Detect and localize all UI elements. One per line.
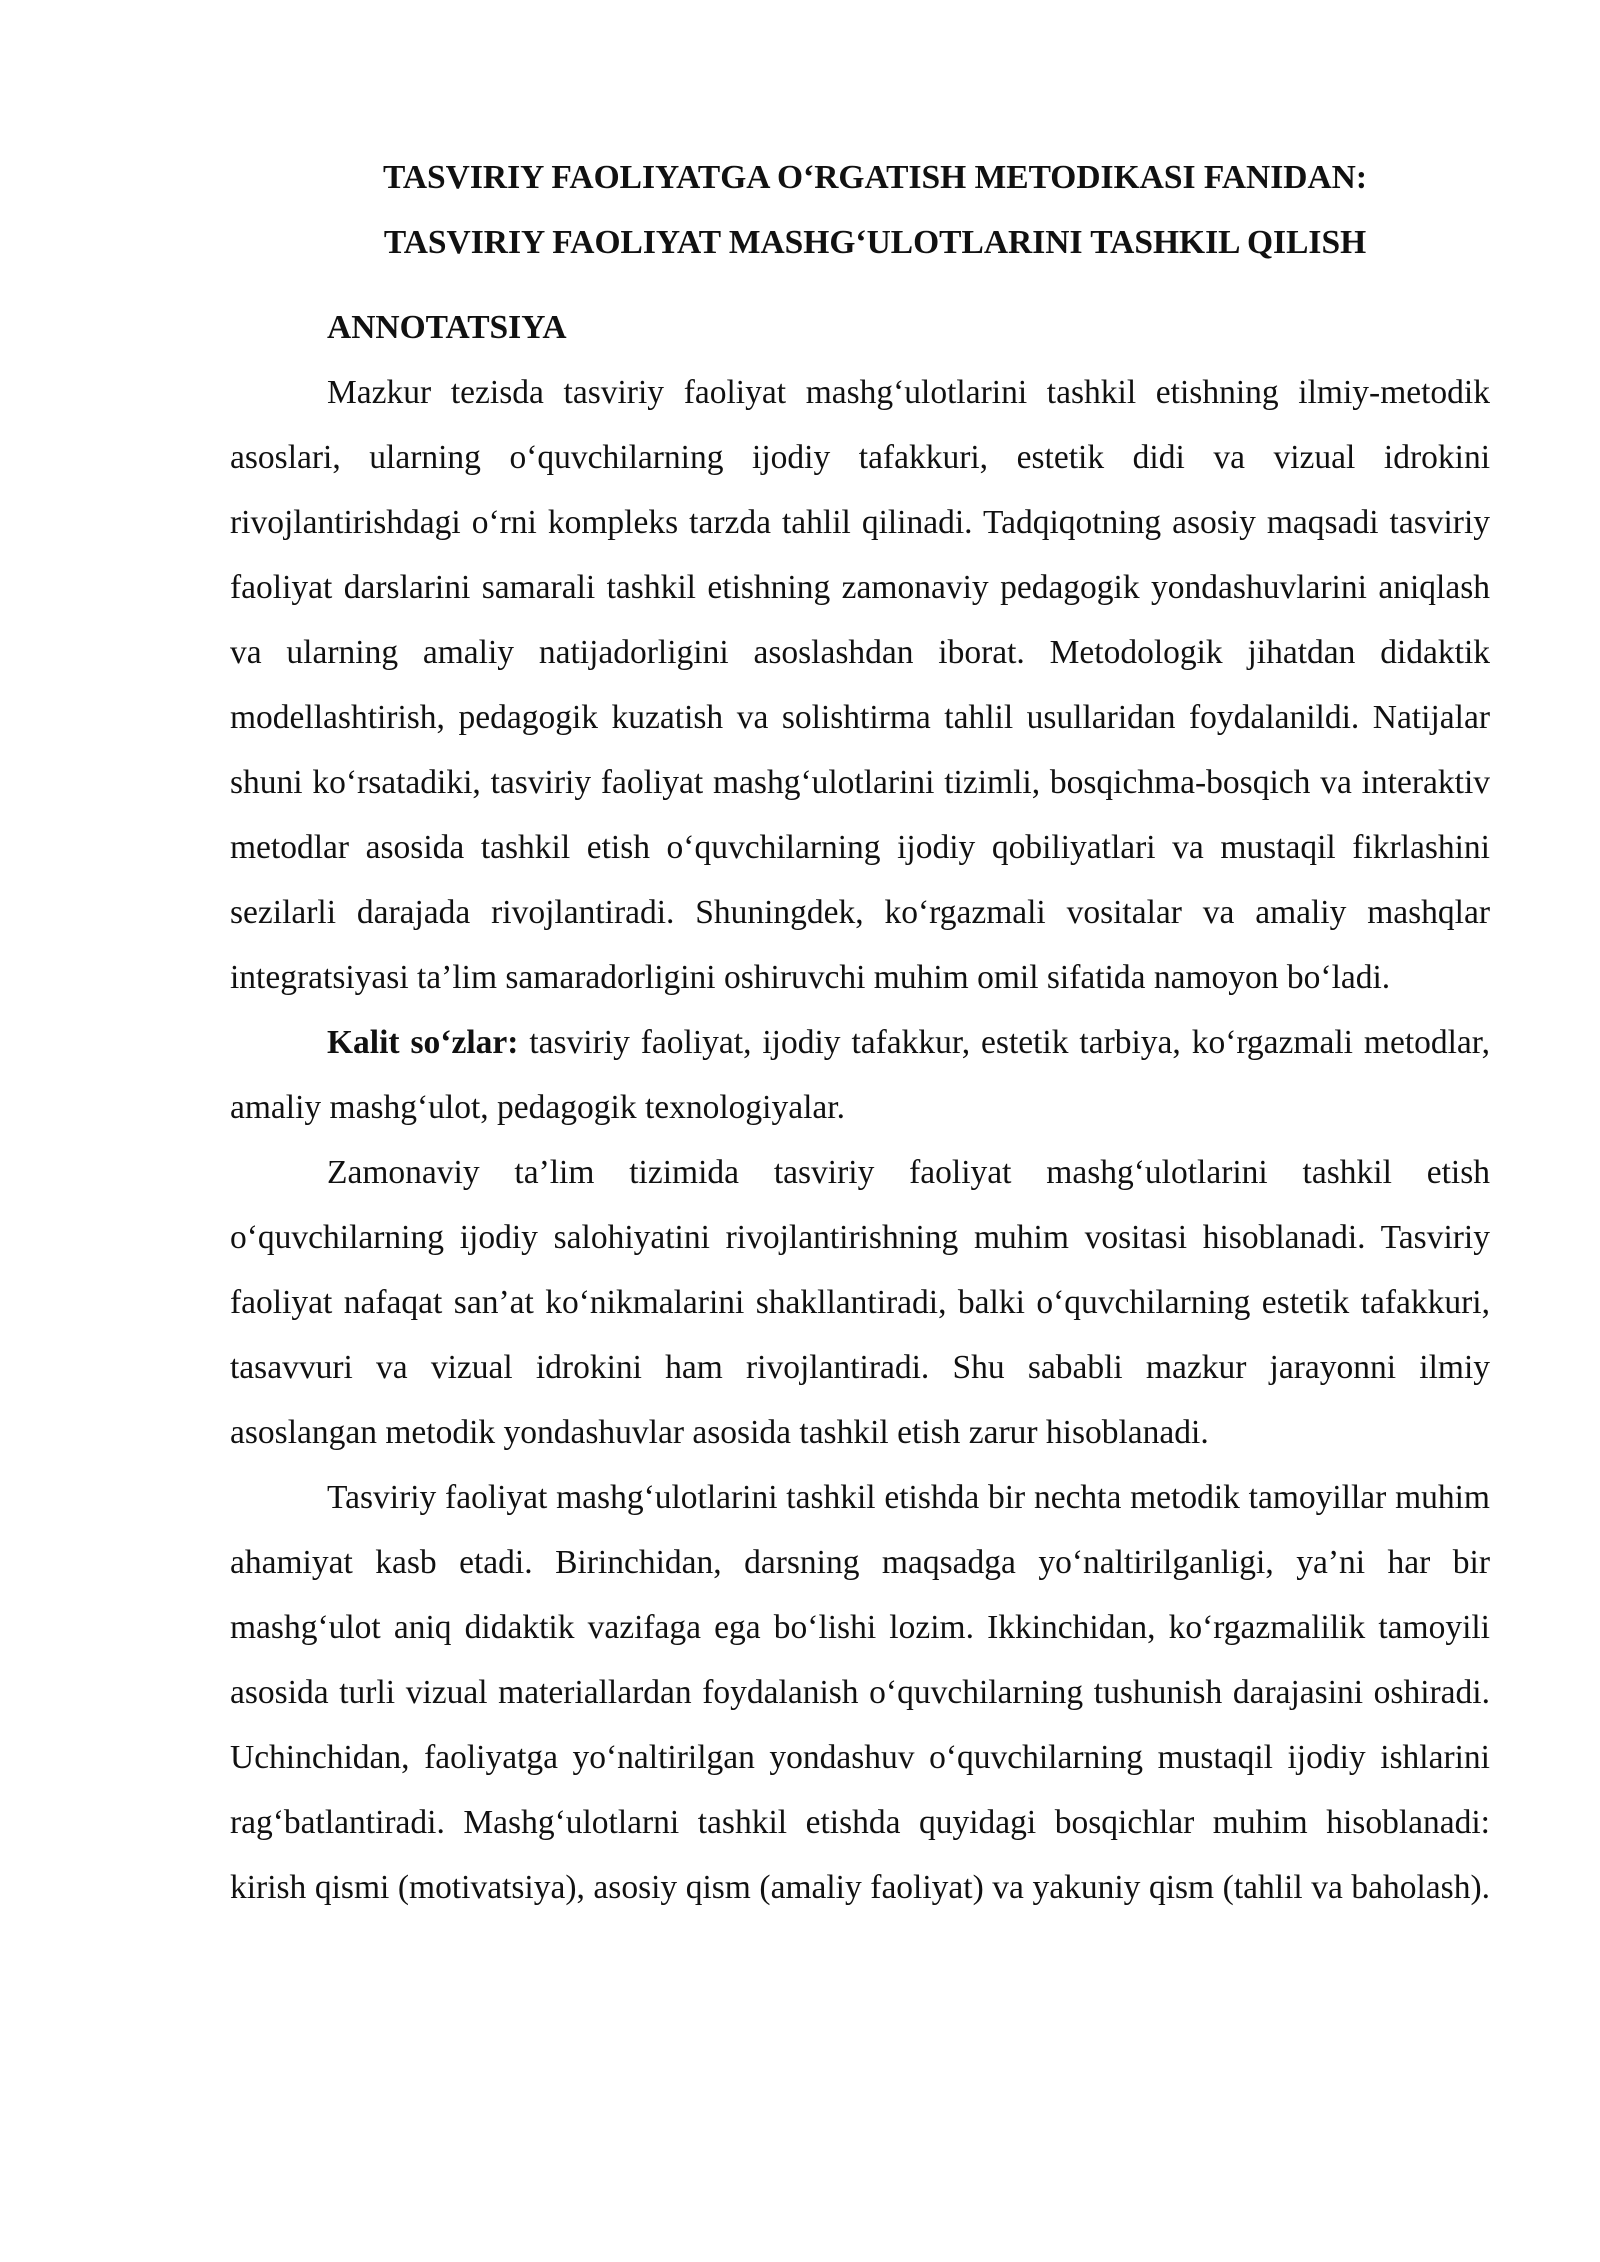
keywords-paragraph (230, 1010, 1490, 1140)
keywords-text: tasviriy faoliyat, ijodiy tafakkur, estetik tarbiya, ko‘rgazmali metodlar, amaliy mashg‘ulot, pedagogik texnologiyalar. (230, 1024, 1490, 1126)
annotation-paragraph: Mazkur tezisda tasviriy faoliyat mashg‘ulotlarini tashkil etishning ilmiy-metodik asoslari, ularning o‘quvchilarning ijodiy tafakkuri, estetik didi va vizual idrokini rivojlantirishdagi o‘rni kompleks tarzda tahlil qilinadi. Tadqiqotning asosiy maqsadi tasviriy faoliyat darslarini samarali tashkil etishning zamonaviy pedagogik yondashuvlarini aniqlash va ularning amaliy natijadorligini asoslashdan iborat. Metodologik jihatdan didaktik modellashtirish, pedagogik kuzatish va solishtirma tahlil usullaridan foydalanildi. Natijalar shuni ko‘rsatadiki, tasviriy faoliyat mashg‘ulotlarini tizimli, bosqichma-bosqich va interaktiv metodlar asosida tashkil etish o‘quvchilarning ijodiy qobiliyatlari va mustaqil fikrlashini sezilarli darajada rivojlantiradi. Shuningdek, ko‘rgazmali vositalar va amaliy mashqlar integratsiyasi ta’lim samaradorligini oshiruvchi muhim omil sifatida namoyon bo‘ladi. (230, 374, 1490, 996)
body-paragraph-1: Zamonaviy ta’lim tizimida tasviriy faoliyat mashg‘ulotlarini tashkil etish o‘quvchilarning ijodiy salohiyatini rivojlantirishning muhim vositasi hisoblanadi. Tasviriy faoliyat nafaqat san’at ko‘nikmalarini shakllantiradi, balki o‘quvchilarning estetik tafakkuri, tasavvuri va vizual idrokini ham rivojlantiradi. Shu sababli mazkur jarayonni ilmiy asoslangan metodik yondashuvlar asosida tashkil etish zarur hisoblanadi. (230, 1154, 1490, 1451)
keywords-label: Kalit so‘zlar: (327, 1024, 519, 1061)
document-page (230, 145, 1490, 1920)
title-line-2: TASVIRIY FAOLIYAT MASHG‘ULOTLARINI TASHKIL QILISH (383, 224, 1367, 261)
annotation-heading: ANNOTATSIYA (327, 309, 567, 346)
body-paragraph-2: Tasviriy faoliyat mashg‘ulotlarini tashkil etishda bir nechta metodik tamoyillar muhim ahamiyat kasb etadi. Birinchidan, darsning maqsadga yo‘naltirilganligi, ya’ni har bir mashg‘ulot aniq didaktik vazifaga ega bo‘lishi lozim. Ikkinchidan, ko‘rgazmalilik tamoyili asosida turli vizual materiallardan foydalanish o‘quvchilarning tushunish darajasini oshiradi. Uchinchidan, faoliyatga yo‘naltirilgan yondashuv o‘quvchilarning mustaqil ijodiy ishlarini rag‘batlantiradi. Mashg‘ulotlarni tashkil etishda quyidagi bosqichlar muhim hisoblanadi: kirish qismi (motivatsiya), asosiy qism (amaliy faoliyat) va yakuniy qism (tahlil va baholash). (230, 1479, 1490, 1906)
title-line-1: TASVIRIY FAOLIYATGA O‘RGATISH METODIKASI FANIDAN: (382, 159, 1368, 196)
document-title (230, 145, 1490, 275)
